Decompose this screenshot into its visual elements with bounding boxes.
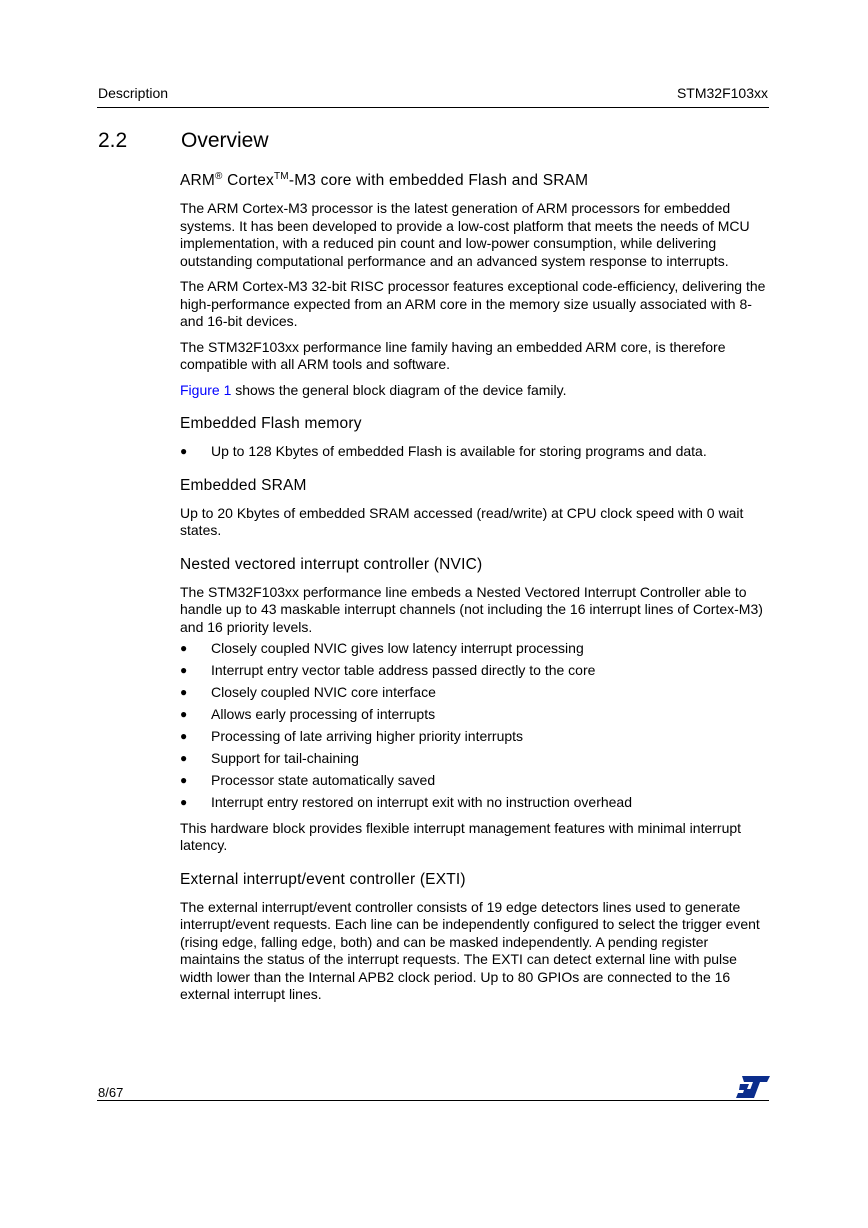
figure-1-link[interactable]: Figure 1 (180, 381, 232, 398)
nvic-paragraph-1: The STM32F103xx performance line embeds a Nested Vectored Interrupt Controller able to handle up to 43 maskable interrupt channels (not including the 16 interrupt lines of Cortex-M3) and 16 priority levels. (180, 583, 763, 635)
trademark-mark: TM (273, 171, 289, 182)
section-title: Overview (181, 129, 269, 152)
list-item (180, 728, 770, 746)
exti-heading: External interrupt/event controller (EXTI) (180, 870, 466, 888)
bullet-icon: ● (180, 444, 188, 459)
nvic-paragraph-2: This hardware block provides flexible interrupt management features with minimal interrupt latency. (180, 819, 742, 854)
bullet-icon: ● (180, 751, 188, 766)
flash-list (180, 443, 770, 461)
footer-rule (97, 1100, 769, 1101)
nvic-heading: Nested vectored interrupt controller (NVIC) (180, 555, 483, 573)
bullet-icon: ● (180, 795, 188, 810)
bullet-icon: ● (180, 641, 188, 656)
list-item-text: Processor state automatically saved (211, 772, 436, 789)
bullet-icon: ● (180, 729, 188, 744)
bullet-icon: ● (180, 707, 188, 722)
arm-heading-prefix: ARM (180, 172, 216, 190)
list-item (180, 750, 770, 768)
arm-paragraph-4 (180, 382, 770, 400)
flash-heading: Embedded Flash memory (180, 415, 362, 433)
list-item-text: Interrupt entry restored on interrupt exit with no instruction overhead (211, 794, 632, 811)
list-item-text: Up to 128 Kbytes of embedded Flash is available for storing programs and data. (211, 443, 707, 460)
list-item-text: Closely coupled NVIC core interface (211, 684, 436, 701)
running-header-left: Description (98, 85, 169, 101)
list-item (180, 443, 770, 461)
bullet-icon: ● (180, 773, 188, 788)
nvic-list (180, 640, 770, 812)
page-body (180, 166, 770, 1012)
list-item (180, 772, 770, 790)
arm-paragraph-3: The STM32F103xx performance line family having an embedded ARM core, is therefore compatible with all ARM tools and software. (180, 338, 726, 373)
list-item (180, 640, 770, 658)
list-item (180, 706, 770, 724)
list-item-text: Interrupt entry vector table address passed directly to the core (211, 662, 596, 679)
list-item (180, 684, 770, 702)
list-item-text: Closely coupled NVIC gives low latency interrupt processing (211, 640, 584, 657)
page-number: 8/67 (98, 1085, 124, 1100)
list-item-text: Support for tail-chaining (211, 750, 359, 767)
sram-paragraph: Up to 20 Kbytes of embedded SRAM accessed (read/write) at CPU clock speed with 0 wait states. (180, 504, 744, 539)
arm-heading-mid: Cortex (222, 172, 274, 190)
arm-heading (180, 166, 770, 192)
arm-heading-suffix: -M3 core with embedded Flash and SRAM (288, 172, 589, 190)
arm-paragraph-1: The ARM Cortex-M3 processor is the latest generation of ARM processors for embedded systems. It has been developed to provide a low-cost platform that meets the needs of MCU implementation, with a reduced pin count and low-power consumption, while delivering outstanding computational performance and an advanced system response to interrupts. (180, 200, 750, 269)
section-number: 2.2 (98, 129, 128, 152)
header-rule (97, 107, 769, 108)
arm-paragraph-4-rest: shows the general block diagram of the device family. (231, 381, 567, 398)
list-item-text: Processing of late arriving higher priority interrupts (211, 728, 524, 745)
running-header-right: STM32F103xx (676, 85, 768, 101)
arm-paragraph-2: The ARM Cortex-M3 32-bit RISC processor features exceptional code-efficiency, delivering the high-performance expected from an ARM core in the memory size usually associated with 8- and 16-bit devices. (180, 278, 766, 330)
st-logo-icon (736, 1076, 770, 1098)
exti-paragraph: The external interrupt/event controller consists of 19 edge detectors lines used to generate interrupt/event requests. Each line can be independently configured to select the trigger event (rising edge, falling edge, both) and can be masked independently. A pending register maintains the status of the interrupt requests. The EXTI can detect external line with pulse width lower than the Internal APB2 clock period. Up to 80 GPIOs are connected to the 16 external interrupt lines. (180, 898, 760, 1003)
registered-mark: ® (215, 171, 223, 182)
list-item (180, 662, 770, 680)
bullet-icon: ● (180, 663, 188, 678)
list-item-text: Allows early processing of interrupts (211, 706, 436, 723)
sram-heading: Embedded SRAM (180, 476, 307, 494)
list-item (180, 794, 770, 812)
bullet-icon: ● (180, 685, 188, 700)
